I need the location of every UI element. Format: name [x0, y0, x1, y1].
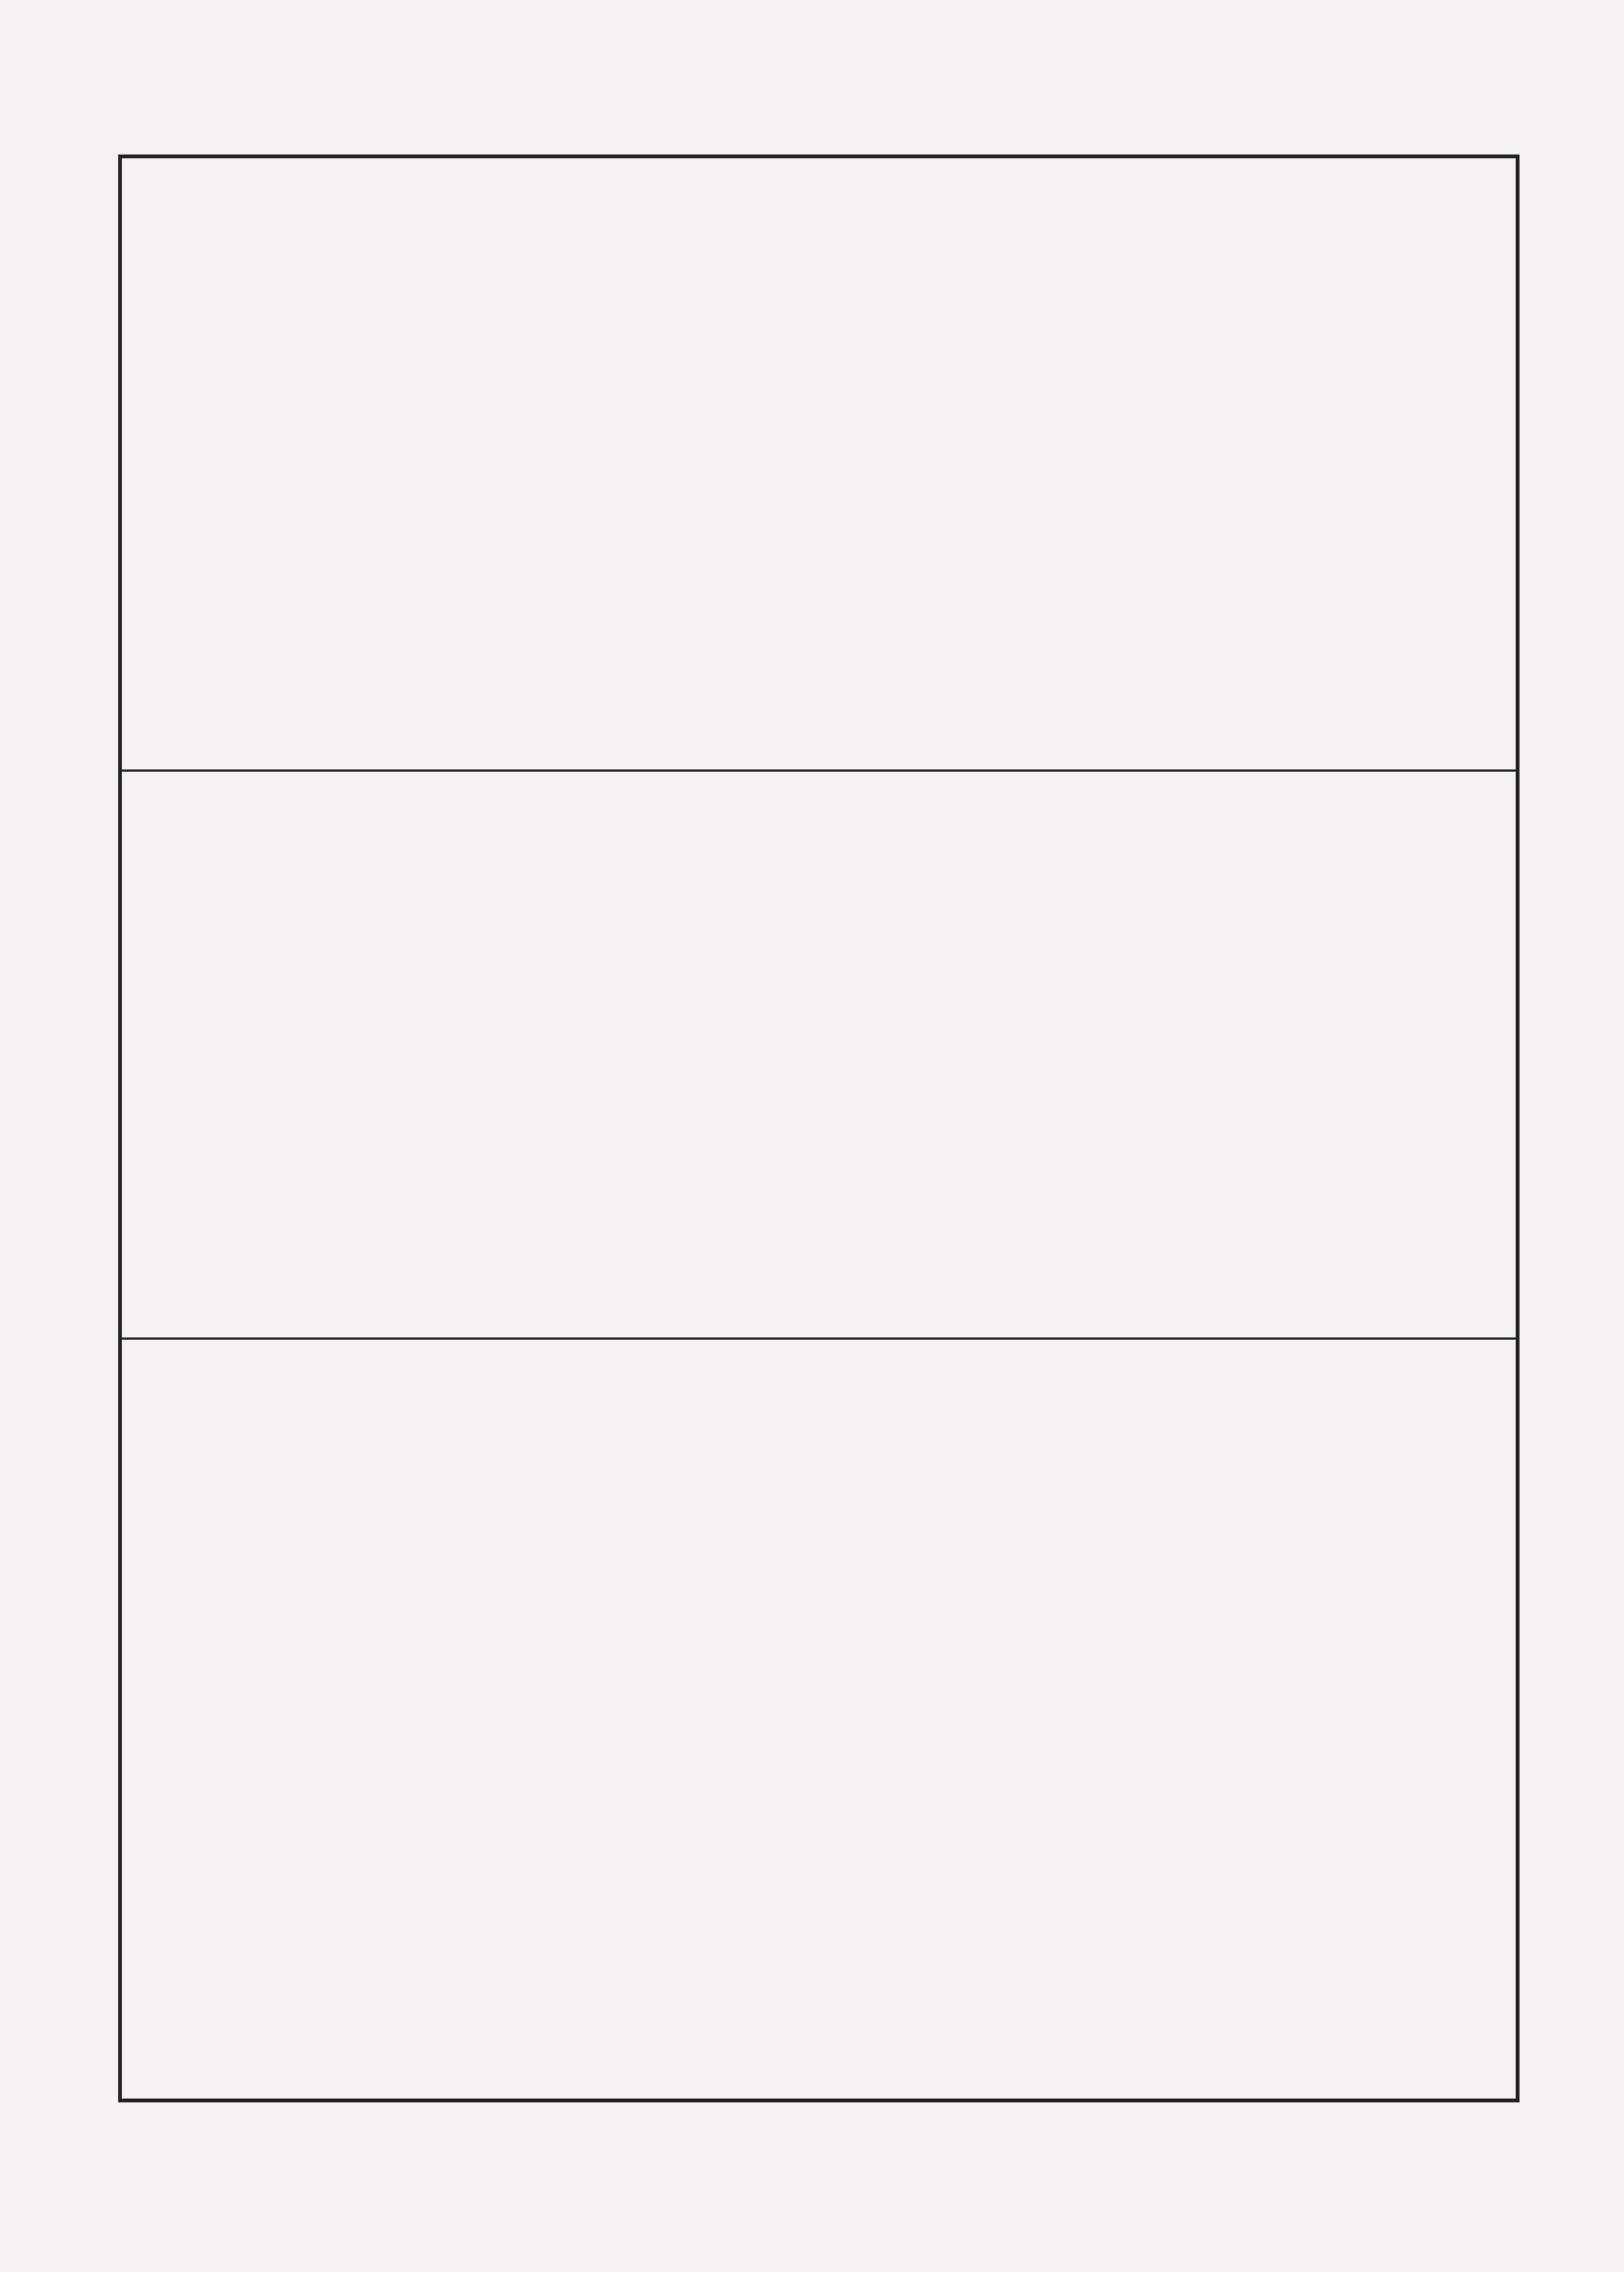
section-divider-bottom	[118, 1337, 1520, 1340]
section-divider-top	[118, 769, 1520, 772]
page-frame	[118, 154, 1520, 2102]
